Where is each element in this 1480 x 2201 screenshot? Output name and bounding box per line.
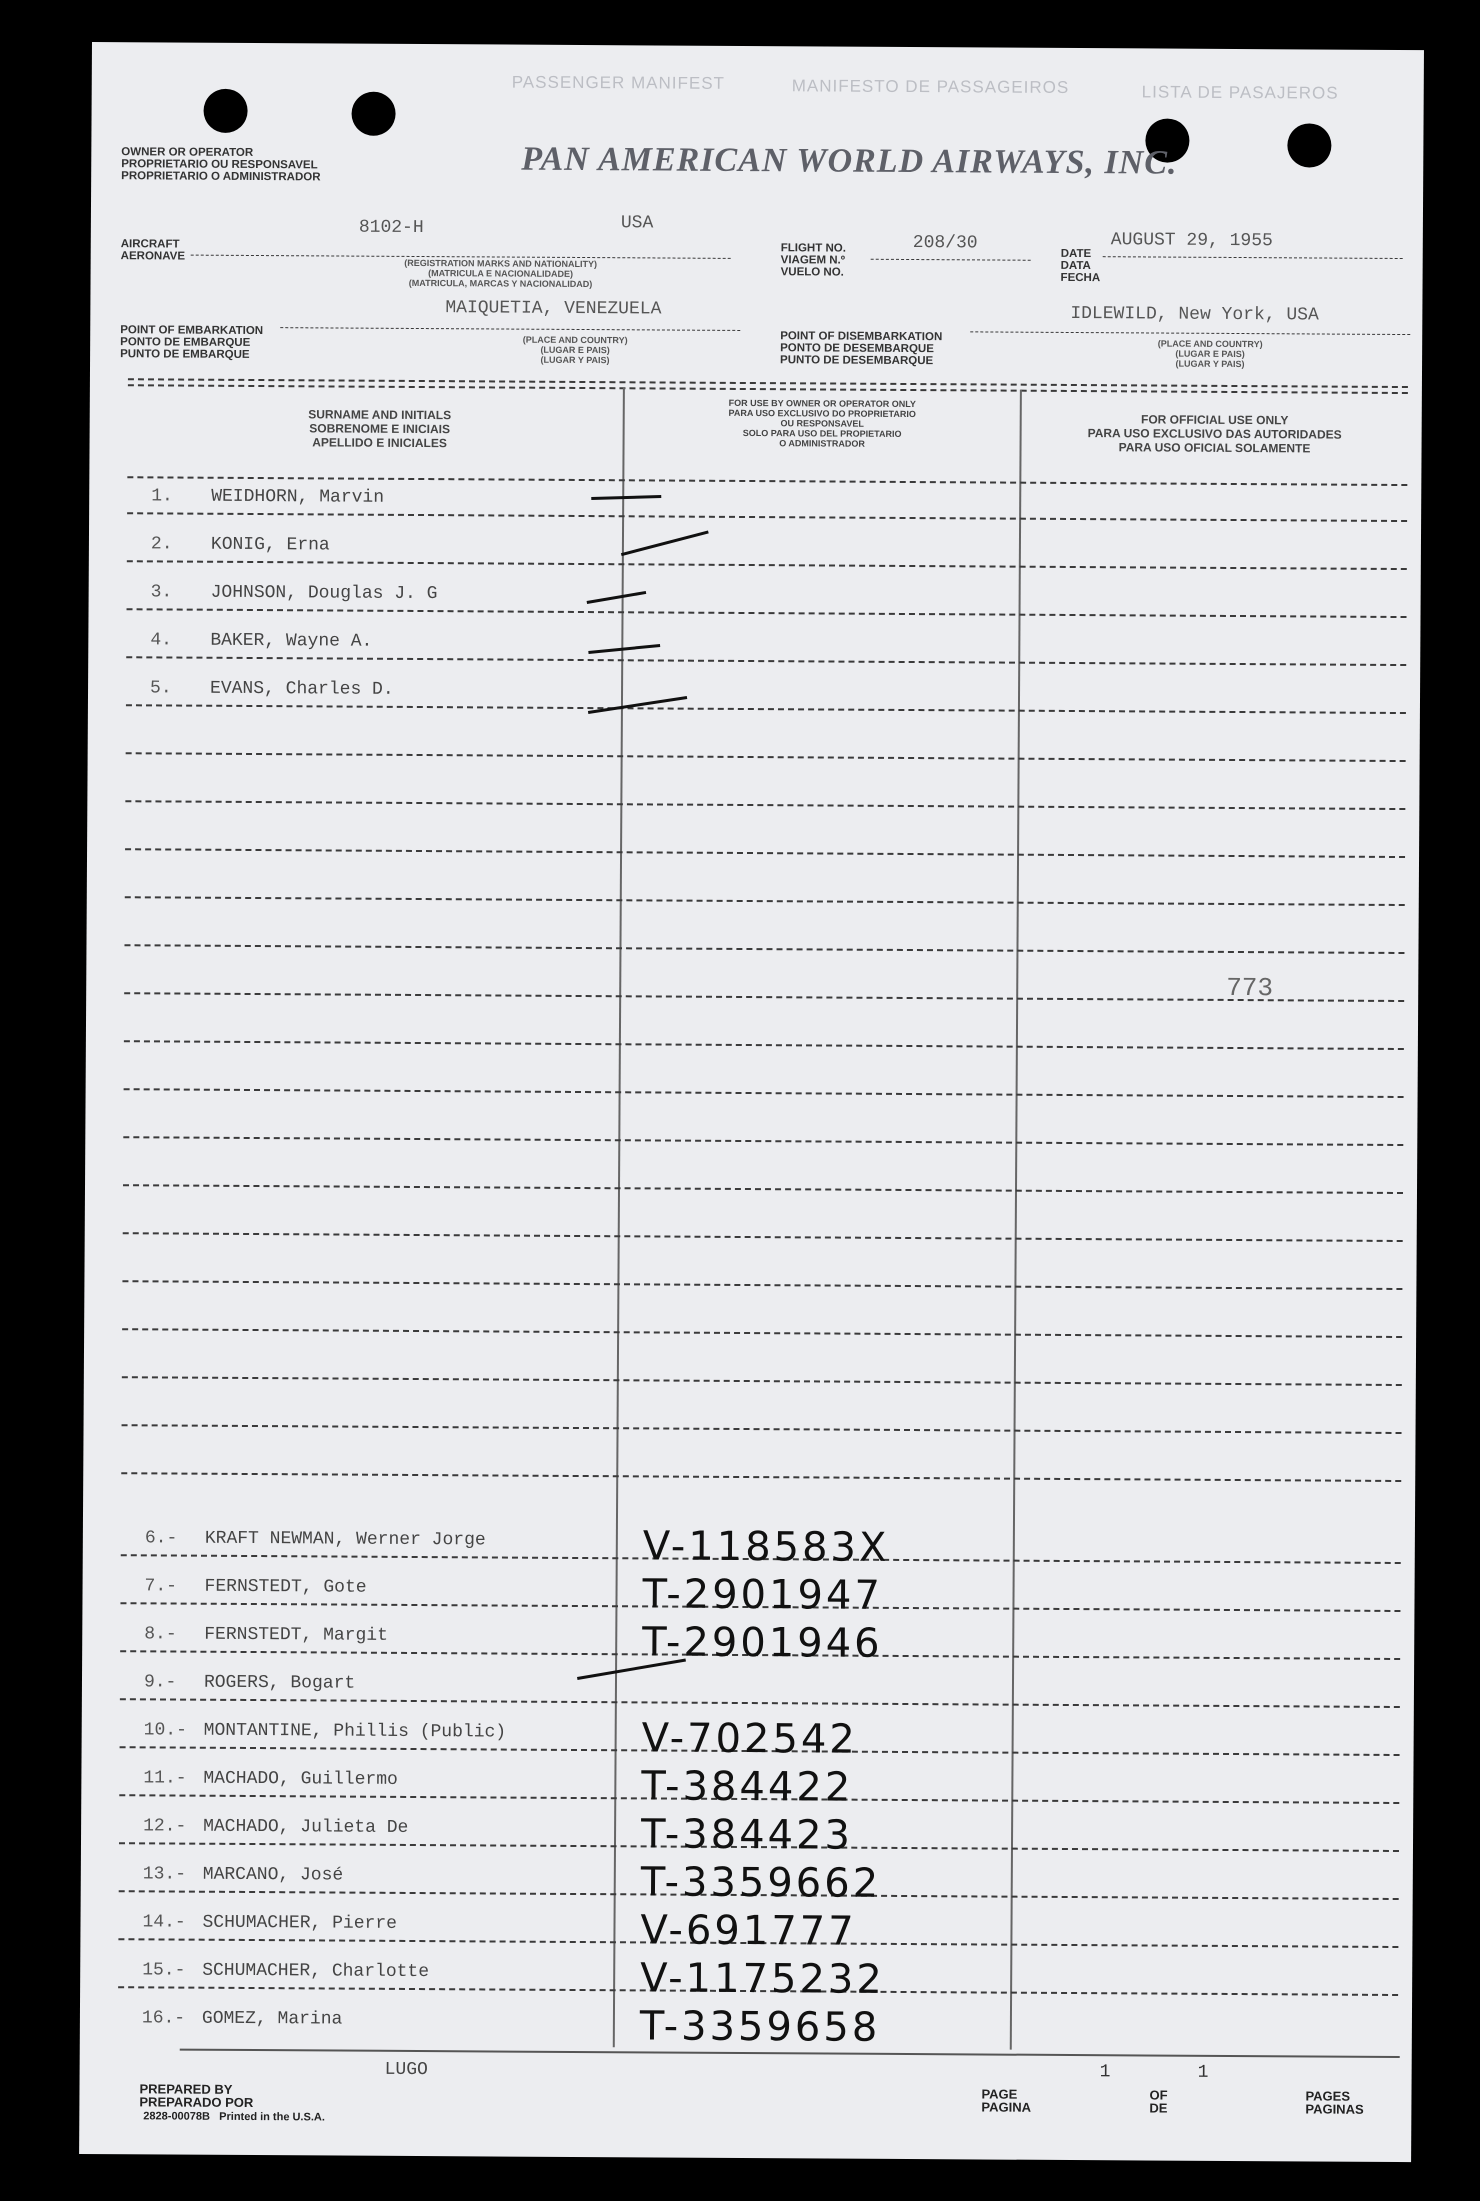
embark-rule [280, 327, 740, 331]
form-number [143, 2110, 325, 2124]
passenger-row [82, 1571, 1382, 1619]
passenger-name: MACHADO, Guillermo [203, 1768, 398, 1790]
ruled-line [126, 752, 1406, 762]
aircraft-label: AIRCRAFT AERONAVE [120, 238, 186, 263]
passenger-name: EVANS, Charles D. [209, 678, 394, 700]
passenger-name: BAKER, Wayne A. [210, 630, 373, 652]
of-value: 1 [1197, 2062, 1209, 2083]
ruled-line [124, 992, 1404, 1002]
embark-caption: (PLACE AND COUNTRY) (LUGAR E PAIS) (LUGAR Y PAIS) [522, 334, 628, 366]
passenger-row [89, 534, 1389, 572]
passenger-number: 16.- [141, 2008, 186, 2029]
passenger-name: WEIDHORN, Marvin [211, 486, 385, 508]
passenger-row [88, 678, 1388, 716]
embark-label: POINT OF EMBARKATION PONTO DE EMBARQUE PUNTO DE EMBARQUE [120, 324, 264, 361]
passenger-number: 7.- [144, 1576, 178, 1597]
names-column-header: SURNAME AND INITIALS SOBRENOME E INICIAIS APELLIDO E INICIALES [308, 407, 452, 451]
embark-value: MAIQUETIA, VENEZUELA [445, 298, 662, 320]
date-value: AUGUST 29, 1955 [1110, 230, 1273, 252]
passenger-name: MARCANO, José [202, 1864, 344, 1886]
passenger-name: ROGERS, Bogart [203, 1672, 356, 1694]
flight-value: 208/30 [912, 233, 978, 254]
passport-number: V-702542 [641, 1715, 858, 1763]
ruled-line [125, 848, 1405, 858]
passenger-row [82, 1715, 1382, 1763]
title-pt: MANIFESTO DE PASSAGEIROS [791, 76, 1070, 97]
passenger-number: 3. [150, 582, 173, 603]
passport-number: V-118583X [642, 1523, 890, 1571]
passenger-name: KRAFT NEWMAN, Werner Jorge [204, 1528, 486, 1551]
ruled-line [122, 1280, 1402, 1290]
header-bottom-rule [127, 476, 1407, 486]
disembark-caption: (PLACE AND COUNTRY) (LUGAR E PAIS) (LUGAR Y PAIS) [1157, 338, 1263, 370]
passenger-row [81, 1811, 1381, 1859]
passenger-name: JOHNSON, Douglas J. G [210, 582, 438, 605]
passenger-row [88, 630, 1388, 668]
pages-label: PAGES PAGINAS [1305, 2088, 1364, 2117]
printed-text: Printed in the U.S.A. [219, 2110, 325, 2124]
passenger-row [82, 1672, 1382, 1710]
of-label: OF DE [1149, 2087, 1168, 2116]
passenger-name: MACHADO, Julieta De [203, 1816, 409, 1838]
official-column-header: FOR OFFICIAL USE ONLY PARA USO EXCLUSIVO DAS AUTORIDADES PARA USO OFICIAL SOLAMENTE [1087, 412, 1342, 456]
ruled-line [121, 1472, 1401, 1482]
ruled-line [123, 1232, 1403, 1242]
prepared-value: LUGO [384, 2059, 428, 2081]
ruled-line [125, 800, 1405, 810]
ruled-line [124, 1088, 1404, 1098]
passenger-row [81, 1763, 1381, 1811]
ruled-line [122, 1376, 1402, 1386]
passenger-row [80, 1907, 1380, 1955]
passport-number: T-384423 [640, 1811, 854, 1859]
passenger-name: FERNSTEDT, Margit [204, 1624, 388, 1646]
flight-label: FLIGHT NO. VIAGEM N.º VUELO NO. [780, 242, 846, 279]
passenger-number: 13.- [142, 1864, 187, 1885]
punch-hole-4 [1287, 123, 1331, 167]
disembark-value: IDLEWILD, New York, USA [1070, 303, 1319, 326]
manifest-sheet [79, 42, 1424, 2162]
passenger-name: GOMEZ, Marina [201, 2008, 343, 2030]
passenger-number: 12.- [143, 1816, 187, 1837]
disembark-rule [970, 331, 1410, 335]
title-en: PASSENGER MANIFEST [511, 72, 726, 93]
owner-label-en: OWNER OR OPERATOR [121, 146, 254, 159]
passenger-row [81, 1859, 1381, 1907]
passenger-number: 5. [149, 678, 172, 699]
passport-number: T-3359662 [640, 1859, 882, 1907]
page-value: 1 [1099, 2062, 1111, 2083]
ruled-line [124, 944, 1404, 954]
punch-hole-2 [351, 92, 395, 136]
page-label: PAGE PAGINA [981, 2086, 1032, 2115]
ruled-line [123, 1136, 1403, 1146]
passport-number: T-2901946 [642, 1619, 883, 1667]
ruled-lines [92, 42, 1424, 50]
passport-number: T-2901947 [642, 1571, 884, 1619]
official-mark: 773 [1226, 972, 1274, 1004]
passenger-name: SCHUMACHER, Charlotte [202, 1960, 430, 1983]
passport-number: V-1175232 [640, 1955, 885, 2003]
passenger-number: 11.- [143, 1768, 187, 1789]
date-label: DATE DATA FECHA [1060, 247, 1101, 285]
title-es: LISTA DE PASAJEROS [1141, 82, 1339, 103]
passenger-row [89, 582, 1389, 620]
passenger-row [80, 2003, 1380, 2051]
owner-label-es: PROPRIETARIO O ADMINISTRADOR [121, 170, 321, 184]
registration-caption: (REGISTRATION MARKS AND NATIONALITY) (MATRICULA E NACIONALIDADE) (MATRICULA, MARCAS Y NACIONALIDAD) [404, 257, 598, 290]
ruled-line [122, 1424, 1402, 1434]
disembark-label: POINT OF DISEMBARKATION PONTO DE DESEMBARQUE PUNTO DE DESEMBARQUE [780, 330, 943, 368]
owner-label-pt: PROPRIETARIO OU RESPONSAVEL [121, 158, 318, 172]
prepared-label: PREPARED BY PREPARADO POR [139, 2081, 254, 2111]
passenger-number: 8.- [144, 1624, 177, 1645]
ruled-line [123, 1184, 1403, 1194]
passenger-name: FERNSTEDT, Gote [204, 1576, 367, 1598]
passport-number: V-691777 [640, 1907, 857, 1955]
passenger-number: 4. [150, 630, 173, 651]
passenger-row [83, 1523, 1383, 1571]
passenger-row [80, 1955, 1380, 2003]
passenger-number: 6.- [144, 1528, 178, 1549]
passport-number: T-384422 [641, 1763, 854, 1811]
passenger-row [89, 486, 1389, 524]
registration-value: 8102-H [358, 217, 424, 239]
passport-number: T-3359658 [639, 2003, 881, 2051]
owner-label [121, 146, 321, 183]
passenger-number: 10.- [143, 1720, 187, 1741]
passenger-name: KONIG, Erna [210, 534, 330, 556]
operator-column-header: FOR USE BY OWNER OR OPERATOR ONLY PARA USO EXCLUSIVO DO PROPRIETARIO OU RESPONSAVEL SOLO PARA USO DEL PROPIETARIO O ADMINISTRADOR [728, 397, 916, 449]
form-number-text: 2828-00078B [143, 2110, 211, 2123]
ruled-line [124, 1040, 1404, 1050]
passenger-row [82, 1619, 1382, 1667]
ruled-line [122, 1328, 1402, 1338]
passenger-number: 1. [151, 486, 173, 507]
passenger-number: 15.- [142, 1960, 186, 1981]
date-rule [1103, 256, 1403, 259]
passenger-name: MONTANTINE, Phillis (Public) [203, 1720, 507, 1743]
ruled-line [125, 896, 1405, 906]
passenger-number: 14.- [142, 1912, 186, 1933]
passenger-number: 2. [150, 534, 173, 555]
passenger-name: SCHUMACHER, Pierre [202, 1912, 398, 1934]
punch-hole-1 [203, 89, 247, 133]
passenger-number: 9.- [143, 1672, 177, 1693]
nationality-value: USA [620, 213, 654, 234]
airline-name: PAN AMERICAN WORLD AIRWAYS, INC. [521, 140, 1178, 182]
flight-rule [871, 259, 1031, 261]
